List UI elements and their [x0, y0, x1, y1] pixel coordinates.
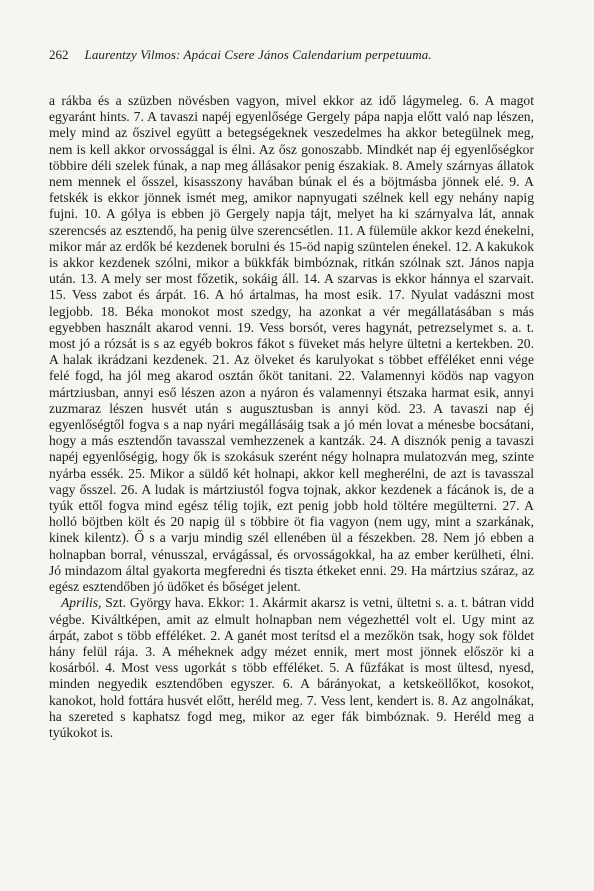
paragraph-april-text: Szt. György hava. Ekkor: 1. Akármit akarsz is vetni, ültetni s. a. t. bátran vidd végbe. Kiváltképen, amit az elmult holnapban nem végezhettél volt el. Ugy mint az árpát, zabot s több efféléket. 2. A ganét most terítsd el a mezőkön tsak, hogy sok földet hány felül rája. 3. A méheknek adgy mézet ennik, mert most jönnek először ki a kosárból. 4. Most vess ugorkát s több efféléket. 5. A fűzfákat is most ültesd, nyesd, minden negyedik esztendőben egyszer. 6. A bárányokat, a ketskeöllőkot, kosokot, kanokot, hold fottára husvét előtt, heréld meg. 7. Vess lent, kendert is. 8. Az angolnákat, ha szereted s kaphatsz fogd meg, mikor az eger fák bimbóznak. 9. Heréld meg a tyúkokot is.: [49, 595, 534, 740]
paragraph-march: a rákba és a szüzben növésben vagyon, mivel ekkor az idő lágymeleg. 6. A magot egyaránt hints. 7. A tavaszi napéj egyenlősége Gergely pápa napja előtt való nap lészen, mely mind az őszivel együtt a betegségeknek veszedelmes ha akkor betegülnek meg, nem is kell akkor orvossággal is élni. Az ősz gonoszabb. Mindkét nap éj egyenlőségkor többire déli szelek fúnak, a nap meg állásakor penig északiak. 8. Amely szárnyas állatok nem mennek el ősszel, kisasszony havában búnak el és a böjtmásba jönnek elé. 9. A fetskék is ekkor jönnek ismét meg, amikor napnyugati szélnek kell egy nehány napig fujni. 10. A gólya is ebben jö Gergely napja tájt, melyet ha ki szárnyalva lát, annak szerencsés az esztendő, ha penig ülve szerencsétlen. 11. A fülemüle akkor kezd énekelni, mikor már az erdők bé kezdenek borulni és 15-öd napig szüntelen énekel. 12. A kakukok is akkor kezdenek szólni, mikor a bükkfák bimbóznak, ritkán szólnak szt. János napja után. 13. A mely ser most főzetik, sokáig áll. 14. A szarvas is ekkor hánnya el szarvait. 15. Vess zabot és árpát. 16. A hó ártalmas, ha most esik. 17. Nyulat vadászni most legjobb. 18. Béka monokot most szedgy, ha azonkat a vér megállatásában s más egyebben használt akarod venni. 19. Vess borsót, veres hagynát, petrezselymet s. a. t. most jó a rózsát is s az egyéb bokros fákot s füveket más helyre ültetni a kertekben. 20. A halak ikrádzani kezdenek. 21. Az ölveket és karulyokat s többet efféléket enni vége felé fogd, ha jól meg akarod osztán őköt tanitani. 22. Valamennyi ködös nap vagyon mártziusban, annyi eső lészen azon a nyáron és valamennyi étszaka harmat esik, annyi zuzmaraz lészen husvét után s augusztusban is annyi köd. 23. A tavaszi nap éj egyenlőségtől fogva s a nap nyári megállásáig tsak a jó mén lovat a ménesbe bocsátani, hogy a más esztendőn tavasszal vemhezzenek a kantzák. 24. A disznók penig a tavaszi napéj egyenlőségig, hogy ők is szokásuk szerént négy holnapra mulatozván meg, szinte nyárba essék. 25. Mikor a süldő két holnapi, akkor kell megherélni, de azt is tavasszal vagy ősszel. 26. A ludak is mártziustól fogva tojnak, akkor kezdenek a fácánok is, de a tyúk ettől fogva mind egész télig tojik, ezt penig jobb hold töltére megülteтni. 27. A holló böjtben költ és 20 napig ül s többire öt fia vagyon (nem ugy, mint a szarkának, kinek kilentz). Ő s a varju mindig szél ellenében ül a fészekben. 28. Nem jó ebben a holnapban borral, vénusszal, ervágással, és orvosságokkal, ha az ember kerülheti, élni. Jó mindazom által gyakorta megferedni és tiszta étkeket enni. 29. Ha mártzius száraz, az egész esztendőben jó üdőket és bőséget jelent.: [49, 93, 534, 595]
page-number: 262: [49, 47, 69, 62]
paragraph-april: [49, 595, 534, 741]
month-name-aprilis: Aprilis,: [61, 595, 102, 611]
page-header: [49, 47, 534, 63]
body-text: [49, 93, 534, 741]
running-title: Laurentzy Vilmos: Apácai Csere János Calendarium perpetuuma.: [84, 47, 432, 62]
